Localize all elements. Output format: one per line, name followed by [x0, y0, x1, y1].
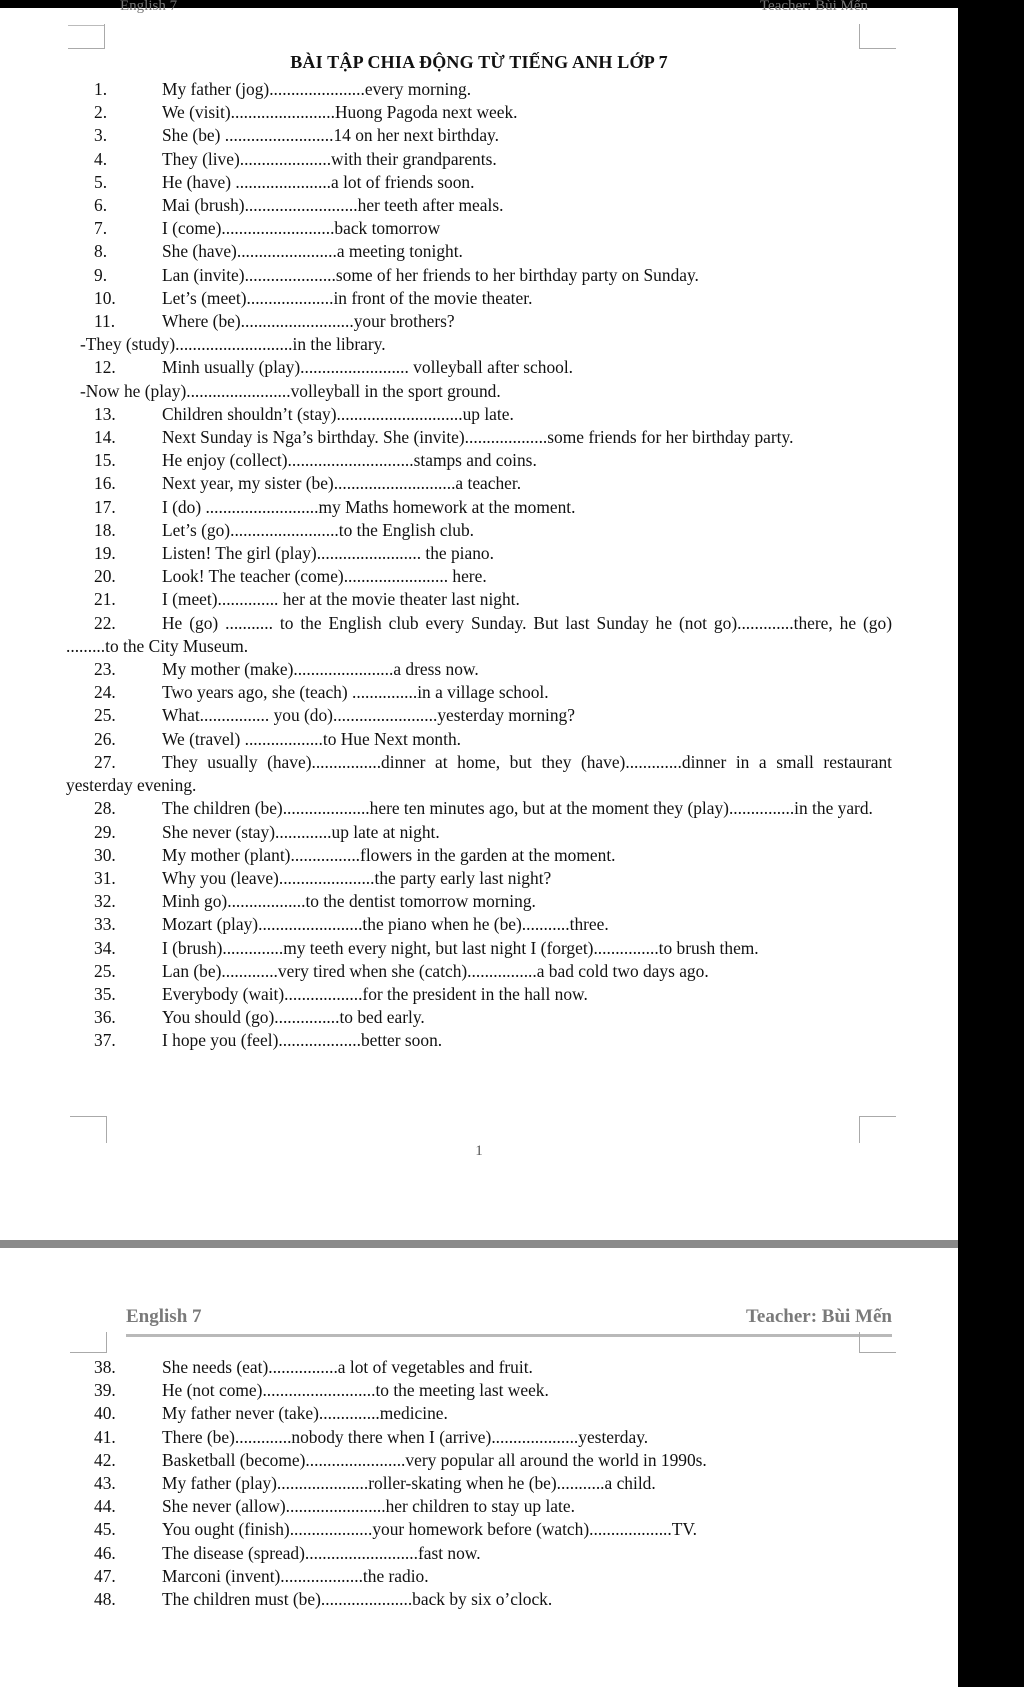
exercise-number: 18. [94, 519, 116, 540]
exercise-number: 14. [94, 427, 116, 448]
exercise-text: I (come)..........................back tomorrow [162, 218, 441, 239]
exercise-item [66, 240, 892, 263]
exercise-text: You should (go)...............to bed early. [162, 1007, 425, 1028]
exercise-number: 3. [94, 125, 108, 146]
exercise-number: 26. [94, 728, 116, 749]
exercise-item [66, 171, 892, 194]
exercise-text: I (meet).............. her at the movie theater last night. [162, 589, 520, 610]
exercise-number: 44. [94, 1496, 116, 1517]
exercise-item [66, 565, 892, 588]
exercise-item [66, 310, 892, 333]
exercise-item [66, 287, 892, 310]
exercise-item [66, 1356, 892, 1379]
page-1-cut-header-right: Teacher: Bùi Mến [759, 0, 868, 14]
page-title: BÀI TẬP CHIA ĐỘNG TỪ TIẾNG ANH LỚP 7 [290, 52, 668, 72]
exercise-text: He (not come)..........................to the meeting last week. [162, 1380, 549, 1401]
exercise-number: 42. [94, 1449, 116, 1470]
exercise-number: 8. [94, 241, 108, 262]
exercise-item [66, 403, 892, 426]
exercise-list-page-2 [66, 1356, 892, 1611]
exercise-text: I hope you (feel)...................better soon. [162, 1030, 443, 1051]
exercise-text: I (brush)..............my teeth every night, but last night I (forget)...............to brush them. [162, 937, 759, 958]
exercise-number: 15. [94, 450, 116, 471]
exercise-item [66, 1542, 892, 1565]
exercise-number: 31. [94, 867, 116, 888]
exercise-item [66, 728, 892, 751]
margin-corner-top-right [859, 24, 896, 49]
exercise-number: 19. [94, 543, 116, 564]
exercise-number: 29. [94, 821, 116, 842]
exercise-number: 25. [94, 705, 116, 726]
exercise-number: 10. [94, 287, 116, 308]
exercise-text: She needs (eat)................a lot of vegetables and fruit. [162, 1357, 533, 1377]
exercise-item [66, 1518, 892, 1541]
exercise-number: 21. [94, 589, 116, 610]
exercise-text: The disease (spread)..........................fast now. [162, 1542, 481, 1563]
exercise-number: 32. [94, 891, 116, 912]
exercise-text: Mozart (play)........................the piano when he (be)...........three. [162, 914, 609, 935]
exercise-text: Mai (brush)..........................her teeth after meals. [162, 195, 504, 216]
exercise-number: 6. [94, 195, 108, 216]
exercise-item [66, 1379, 892, 1402]
exercise-text: She never (allow).......................her children to stay up late. [162, 1496, 575, 1517]
exercise-item [66, 937, 892, 960]
page-2-header [126, 1304, 892, 1337]
exercise-text: He (have) ......................a lot of friends soon. [162, 171, 475, 192]
exercise-item [66, 1588, 892, 1611]
exercise-item [66, 519, 892, 542]
exercise-item [66, 751, 892, 797]
exercise-number: 36. [94, 1007, 116, 1028]
exercise-number: 2. [94, 102, 108, 123]
exercise-text: What................ you (do)........................yesterday morning? [162, 705, 575, 726]
exercise-text: My father never (take)..............medicine. [162, 1403, 448, 1424]
exercise-text: They (live).....................with their grandparents. [162, 148, 497, 169]
exercise-text: My mother (plant)................flowers in the garden at the moment. [162, 844, 616, 865]
exercise-number: 48. [94, 1589, 116, 1610]
exercise-number: 13. [94, 403, 116, 424]
exercise-text: My mother (make).......................a dress now. [162, 659, 479, 680]
exercise-text: Why you (leave)......................the party early last night? [162, 867, 552, 888]
exercise-text: She (have).......................a meeting tonight. [162, 241, 463, 262]
page-2-header-left: English 7 [126, 1306, 202, 1327]
exercise-number: 43. [94, 1473, 116, 1494]
exercise-item [66, 612, 892, 658]
exercise-number: 7. [94, 218, 108, 239]
exercise-text: She never (stay).............up late at night. [162, 821, 440, 842]
exercise-number: 33. [94, 914, 116, 935]
exercise-text: The children must (be).....................back by six o’clock. [162, 1589, 553, 1610]
exercise-text: Two years ago, she (teach) ...............in a village school. [162, 682, 549, 703]
exercise-text: My father (play).....................roller-skating when he (be)...........a child. [162, 1473, 656, 1494]
exercise-text: He (go) ........... to the English club every Sunday. But last Sunday he (not go).............there, he (go) .........to the City Museum. [66, 612, 892, 656]
exercise-text: Let’s (go).........................to the English club. [162, 519, 475, 540]
exercise-list-page-1 [66, 78, 892, 1053]
exercise-text: The children (be)....................here ten minutes ago, but at the moment they (play)...............in the yard. [162, 798, 873, 819]
exercise-number: 25. [94, 960, 116, 981]
exercise-text: She (be) .........................14 on her next birthday. [162, 125, 499, 146]
page-1-cut-header [0, 0, 958, 16]
exercise-item [66, 913, 892, 936]
exercise-text: Next year, my sister (be)............................a teacher. [162, 473, 522, 494]
exercise-item [66, 867, 892, 890]
exercise-number: 45. [94, 1519, 116, 1540]
exercise-item [66, 333, 892, 356]
exercise-text: -Now he (play)........................volleyball in the sport ground. [80, 380, 501, 401]
exercise-number: 1. [94, 79, 108, 99]
exercise-item [66, 821, 892, 844]
exercise-number: 38. [94, 1357, 116, 1377]
page-separator [0, 1240, 958, 1248]
exercise-number: 12. [94, 357, 116, 378]
exercise-number: 46. [94, 1542, 116, 1563]
page-1-cut-header-left: English 7 [120, 0, 178, 14]
exercise-item [66, 78, 892, 101]
exercise-number: 5. [94, 171, 108, 192]
exercise-item [66, 449, 892, 472]
exercise-text: Basketball (become).......................very popular all around the world in 1990s. [162, 1449, 707, 1470]
exercise-number: 40. [94, 1403, 116, 1424]
exercise-number: 4. [94, 148, 108, 169]
exercise-item [66, 588, 892, 611]
margin-corner-top-right [859, 1332, 896, 1353]
exercise-number: 22. [94, 612, 116, 633]
exercise-number: 30. [94, 844, 116, 865]
exercise-text: Minh go)..................to the dentist tomorrow morning. [162, 891, 536, 912]
exercise-item [66, 264, 892, 287]
exercise-number: 27. [94, 751, 116, 772]
exercise-text: Children shouldn’t (stay).............................up late. [162, 403, 514, 424]
exercise-item [66, 496, 892, 519]
exercise-item [66, 1449, 892, 1472]
exercise-text: We (visit)........................Huong Pagoda next week. [162, 102, 518, 123]
exercise-number: 16. [94, 473, 116, 494]
exercise-item [66, 101, 892, 124]
exercise-item [66, 380, 892, 403]
exercise-text: Lan (be).............very tired when she (catch)................a bad cold two days ago. [162, 960, 709, 981]
exercise-number: 28. [94, 798, 116, 819]
exercise-text: Listen! The girl (play)........................ the piano. [162, 543, 494, 564]
exercise-item [66, 844, 892, 867]
exercise-item [66, 704, 892, 727]
exercise-item [66, 1426, 892, 1449]
exercise-number: 17. [94, 496, 116, 517]
exercise-text: I (do) ..........................my Maths homework at the moment. [162, 496, 576, 517]
exercise-number: 41. [94, 1426, 116, 1447]
exercise-text: Let’s (meet)....................in front of the movie theater. [162, 287, 533, 308]
exercise-item [66, 1565, 892, 1588]
exercise-number: 47. [94, 1565, 116, 1586]
exercise-text: -They (study)...........................in the library. [80, 334, 386, 355]
worksheet-page-2 [0, 1248, 958, 1687]
margin-corner-bottom-right [859, 1116, 896, 1143]
exercise-number: 20. [94, 566, 116, 587]
exercise-text: They usually (have)................dinner at home, but they (have).............dinner in a small restaurant yesterday evening. [66, 751, 892, 796]
exercise-text: Where (be)..........................your brothers? [162, 311, 455, 332]
exercise-item [66, 542, 892, 565]
exercise-item [66, 960, 892, 983]
exercise-number: 11. [94, 311, 116, 332]
exercise-text: You ought (finish)...................your homework before (watch)...................TV. [162, 1519, 698, 1540]
exercise-text: Everybody (wait)..................for the president in the hall now. [162, 983, 588, 1004]
exercise-text: Look! The teacher (come)........................ here. [162, 566, 487, 587]
exercise-number: 34. [94, 937, 116, 958]
exercise-text: My father (jog)......................every morning. [162, 79, 472, 99]
exercise-number: 35. [94, 983, 116, 1004]
exercise-item [66, 426, 892, 449]
exercise-text: He enjoy (collect).............................stamps and coins. [162, 450, 537, 471]
exercise-text: There (be).............nobody there when I (arrive)....................yesterday. [162, 1426, 649, 1447]
exercise-item [66, 1402, 892, 1425]
exercise-item [66, 658, 892, 681]
exercise-number: 24. [94, 682, 116, 703]
exercise-item [66, 681, 892, 704]
exercise-text: We (travel) ..................to Hue Next month. [162, 728, 462, 749]
exercise-item [66, 1029, 892, 1052]
exercise-item [66, 124, 892, 147]
exercise-text: Next Sunday is Nga’s birthday. She (invite)...................some friends for her birthday party. [162, 427, 794, 448]
exercise-item [66, 890, 892, 913]
exercise-item [66, 472, 892, 495]
exercise-item [66, 217, 892, 240]
exercise-number: 23. [94, 659, 116, 680]
exercise-text: Minh usually (play)......................... volleyball after school. [162, 357, 574, 378]
margin-corner-top-left [70, 1332, 107, 1353]
exercise-item [66, 148, 892, 171]
exercise-item [66, 1472, 892, 1495]
exercise-text: Marconi (invent)...................the radio. [162, 1565, 429, 1586]
margin-corner-bottom-left [70, 1116, 107, 1143]
exercise-number: 9. [94, 264, 108, 285]
exercise-number: 39. [94, 1380, 116, 1401]
exercise-text: Lan (invite).....................some of her friends to her birthday party on Sunday. [162, 264, 699, 285]
exercise-item [66, 983, 892, 1006]
exercise-item [66, 797, 892, 820]
exercise-number: 37. [94, 1030, 116, 1051]
page-number: 1 [475, 1143, 483, 1159]
margin-corner-top-left [68, 24, 105, 49]
exercise-item [66, 1006, 892, 1029]
page-2-header-right: Teacher: Bùi Mến [745, 1306, 892, 1327]
exercise-item [66, 1495, 892, 1518]
exercise-item [66, 356, 892, 379]
exercise-item [66, 194, 892, 217]
